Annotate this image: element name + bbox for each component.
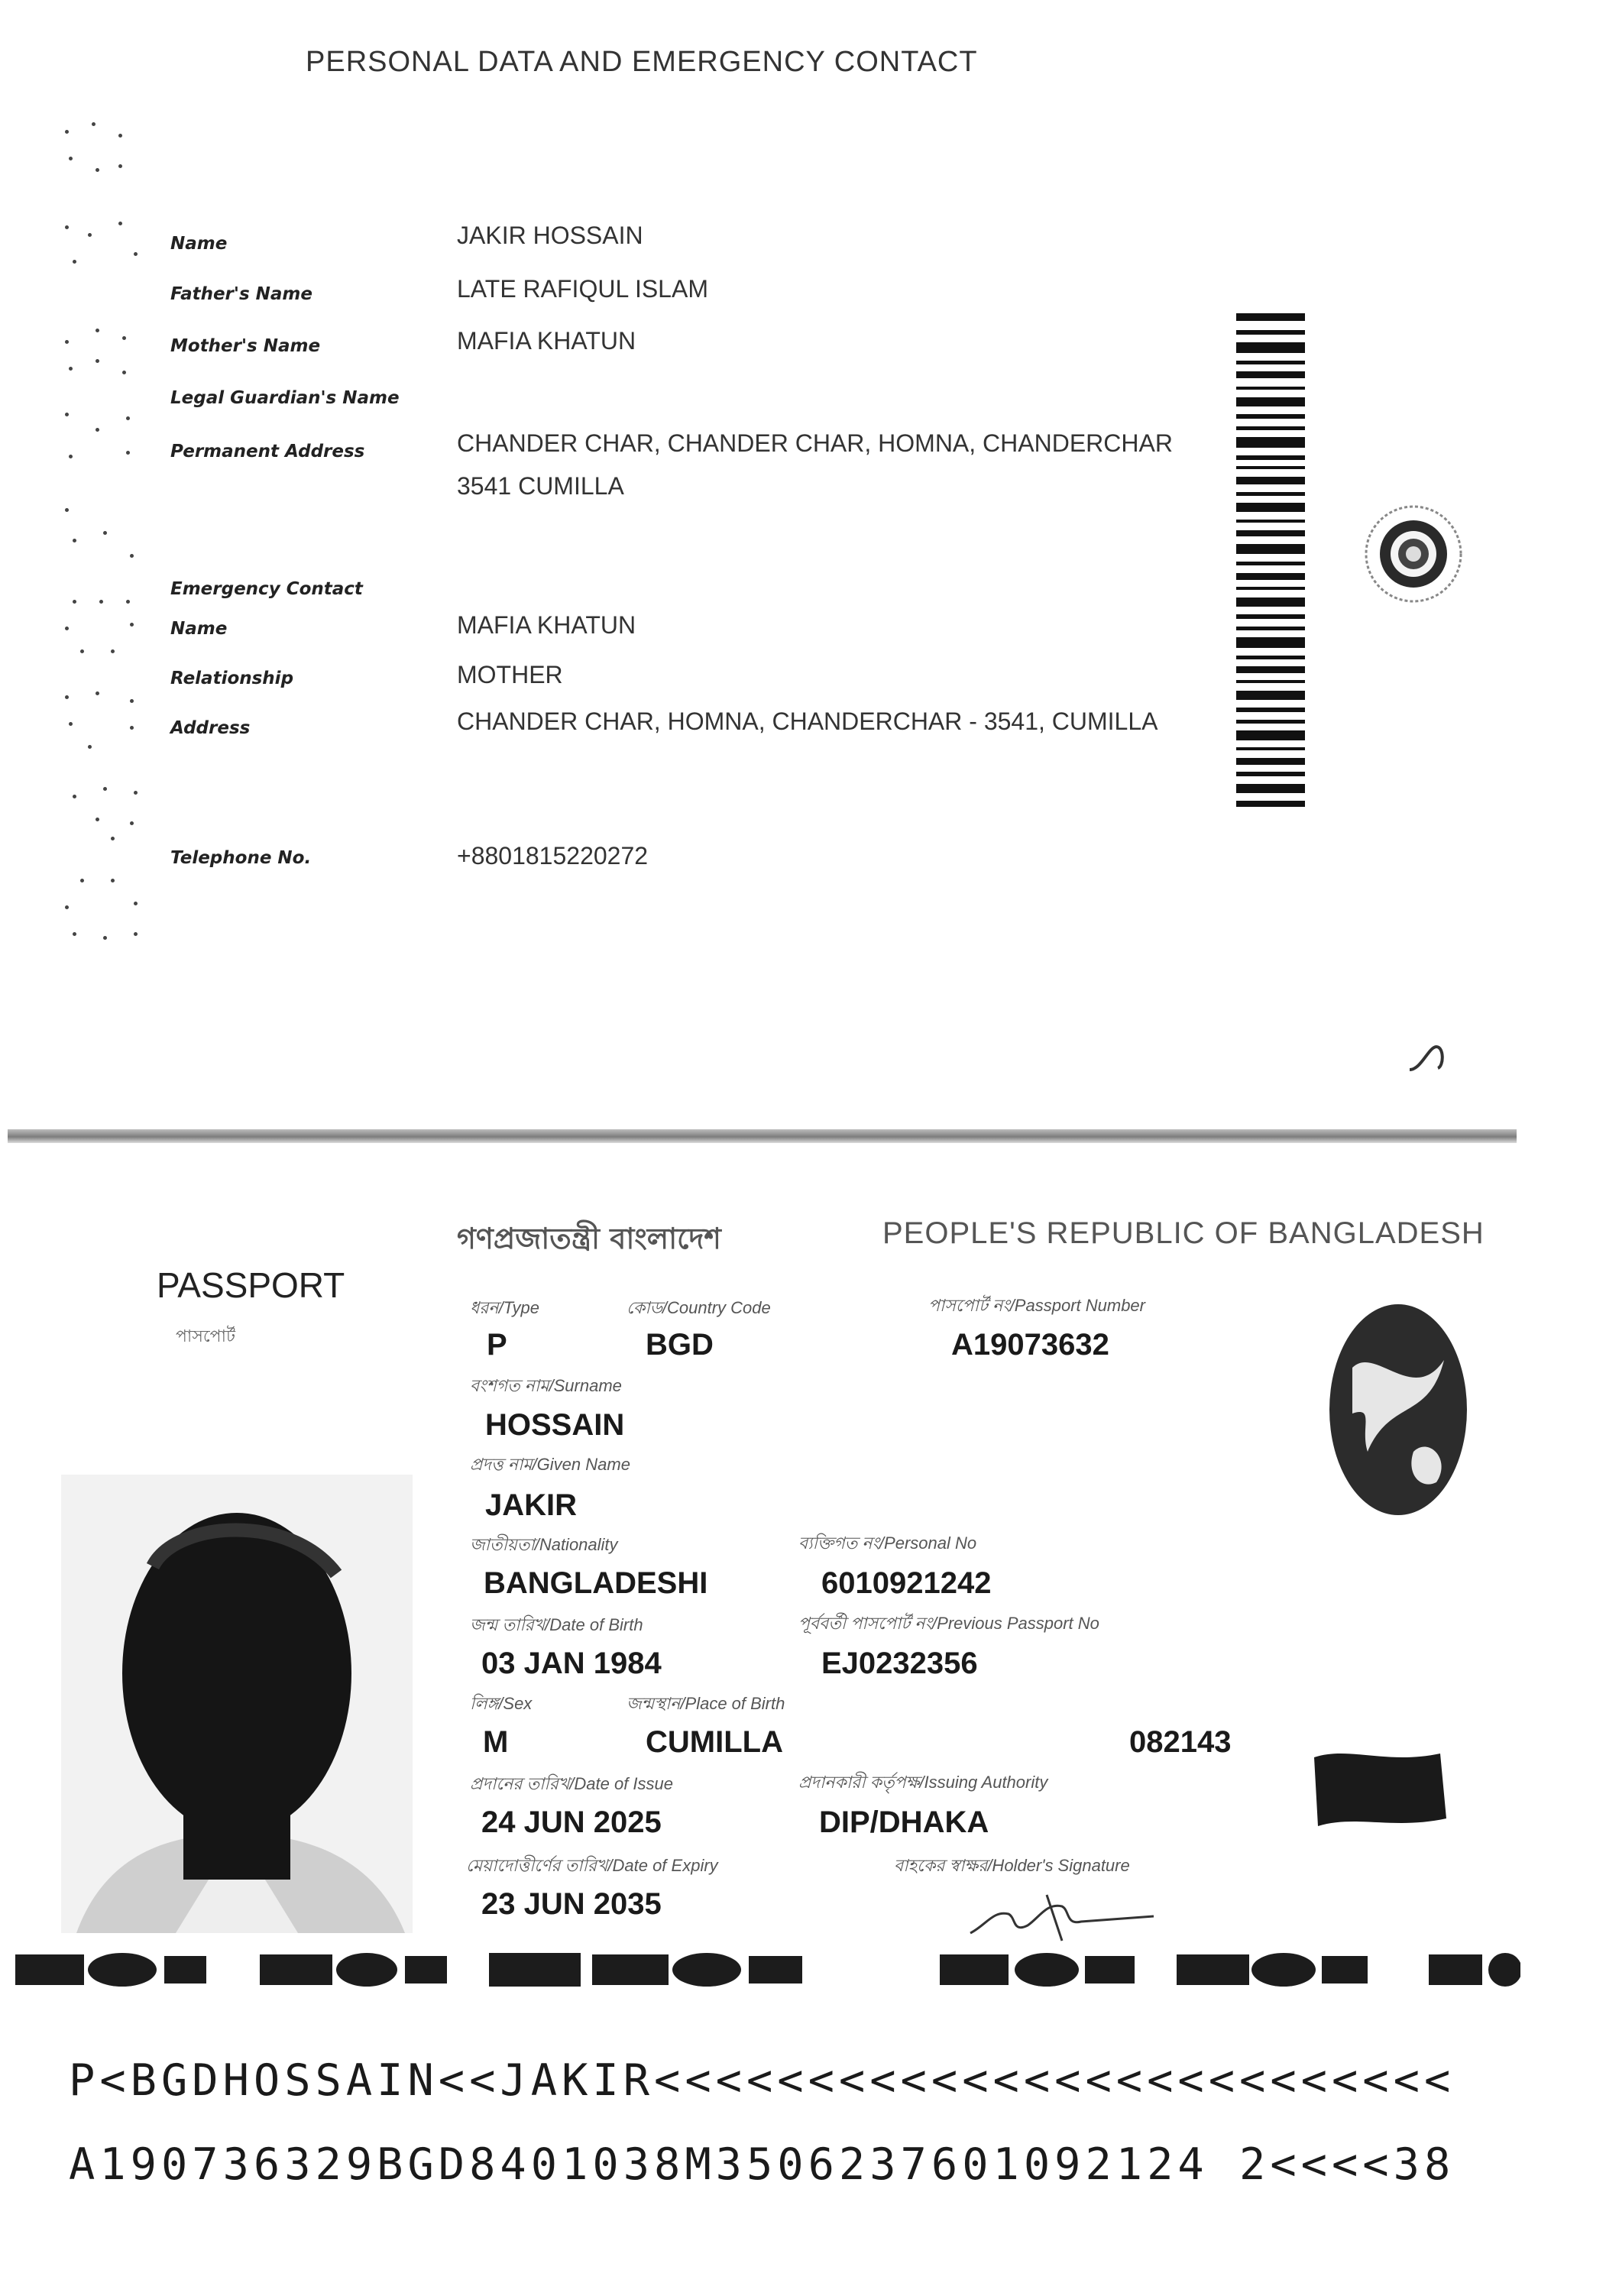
sex-value: M: [483, 1725, 509, 1759]
previous-passport-caption: পূর্ববর্তী পাসপোর্ট নং/Previous Passport No: [798, 1614, 1099, 1633]
date-of-birth-caption: জন্ম তারিখ/Date of Birth: [470, 1615, 643, 1634]
place-of-birth-caption: জন্মস্থান/Place of Birth: [627, 1694, 785, 1713]
dot-pattern: [65, 600, 134, 653]
page-divider: [8, 1129, 1517, 1143]
dot-pattern: [65, 413, 134, 466]
name-value: JAKIR HOSSAIN: [457, 222, 643, 249]
sex-caption: লিঙ্গ/Sex: [470, 1694, 533, 1713]
father-name-label: Father's Name: [170, 284, 312, 304]
previous-passport-value: EJ0232356: [821, 1647, 978, 1680]
seal-icon: [1360, 500, 1467, 607]
emergency-name-label: Name: [170, 619, 228, 639]
dot-pattern: [65, 787, 134, 840]
passport-type-value: P: [487, 1328, 507, 1362]
permanent-address-line2: 3541 CUMILLA: [457, 472, 624, 500]
permanent-address-line1: CHANDER CHAR, CHANDER CHAR, HOMNA, CHANDERCHAR: [457, 429, 1173, 457]
holder-signature: [955, 1880, 1169, 1948]
passport-heading-english: PEOPLE'S REPUBLIC OF BANGLADESH: [882, 1216, 1485, 1250]
emergency-address-label: Address: [170, 718, 251, 738]
date-of-birth-value: 03 JAN 1984: [481, 1647, 662, 1680]
code-value: 082143: [1129, 1725, 1232, 1759]
father-name-value: LATE RAFIQUL ISLAM: [457, 275, 708, 303]
date-of-issue-caption: প্রদানের তারিখ/Date of Issue: [470, 1774, 674, 1793]
mrz-line-2: A190736329BGD8401038M3506237601092124 2<<<<38: [69, 2139, 1455, 2190]
passport-heading-bengali: গণপ্রজাতন্ত্রী বাংলাদেশ: [457, 1221, 721, 1255]
legal-guardian-label: Legal Guardian's Name: [170, 388, 400, 408]
telephone-value: +8801815220272: [457, 842, 649, 870]
personal-data-title: PERSONAL DATA AND EMERGENCY CONTACT: [306, 46, 978, 78]
place-of-birth-value: CUMILLA: [646, 1725, 783, 1759]
holder-signature-caption: বাহকের স্বাক্ষর/Holder's Signature: [894, 1856, 1130, 1875]
nationality-value: BANGLADESHI: [484, 1566, 708, 1600]
emergency-address-value: CHANDER CHAR, HOMNA, CHANDERCHAR - 3541, CUMILLA: [457, 708, 1158, 735]
mother-name-label: Mother's Name: [170, 336, 321, 356]
date-of-expiry-value: 23 JUN 2035: [481, 1887, 662, 1921]
relationship-label: Relationship: [170, 669, 294, 688]
personal-number-caption: ব্যক্তিগত নং/Personal No: [798, 1533, 977, 1553]
mother-name-value: MAFIA KHATUN: [457, 327, 636, 355]
date-of-issue-value: 24 JUN 2025: [481, 1805, 662, 1839]
bangladesh-flag-icon: [1310, 1742, 1448, 1834]
holder-photo: [61, 1475, 413, 1933]
name-label: Name: [170, 234, 228, 254]
passport-number-value: A19073632: [951, 1328, 1109, 1362]
telephone-label: Telephone No.: [170, 848, 312, 868]
issuing-authority-caption: প্রদানকারী কর্তৃপক্ষ/Issuing Authority: [798, 1773, 1048, 1792]
emergency-contact-heading: Emergency Contact: [170, 579, 363, 599]
passport-document-label: PASSPORT: [157, 1265, 345, 1305]
barcode: [1236, 313, 1313, 818]
emergency-name-value: MAFIA KHATUN: [457, 611, 636, 639]
permanent-address-label: Permanent Address: [170, 442, 365, 461]
corner-mark-icon: [1406, 1039, 1459, 1077]
barcode-bars: [1236, 313, 1305, 807]
surname-caption: বংশগত নাম/Surname: [470, 1376, 622, 1395]
given-name-value: JAKIR: [485, 1488, 578, 1522]
issuing-authority-value: DIP/DHAKA: [819, 1805, 989, 1839]
ghost-image: [1322, 1299, 1475, 1520]
dot-pattern: [65, 691, 134, 745]
dot-pattern: [65, 222, 134, 275]
passport-number-caption: পাসপোর্ট নং/Passport Number: [928, 1296, 1145, 1315]
relationship-value: MOTHER: [457, 661, 563, 688]
country-code-value: BGD: [646, 1328, 714, 1362]
type-caption: ধরন/Type: [470, 1298, 539, 1317]
passport-document-label-bengali: পাসপোর্ট: [176, 1326, 235, 1346]
mrz-line-1: P<BGDHOSSAIN<<JAKIR<<<<<<<<<<<<<<<<<<<<<<<<<<: [69, 2055, 1455, 2106]
surname-value: HOSSAIN: [485, 1408, 625, 1442]
date-of-expiry-caption: মেয়াদোত্তীর্ণের তারিখ/Date of Expiry: [466, 1856, 718, 1875]
personal-number-value: 6010921242: [821, 1566, 992, 1600]
country-code-caption: কোড/Country Code: [627, 1298, 771, 1317]
dot-pattern: [65, 329, 134, 382]
security-pattern-strip: [15, 1947, 1520, 1993]
given-name-caption: প্রদত্ত নাম/Given Name: [470, 1455, 630, 1474]
dot-pattern: [65, 879, 134, 932]
dot-pattern: [65, 122, 134, 176]
dot-pattern: [65, 508, 134, 562]
nationality-caption: জাতীয়তা/Nationality: [470, 1535, 618, 1554]
